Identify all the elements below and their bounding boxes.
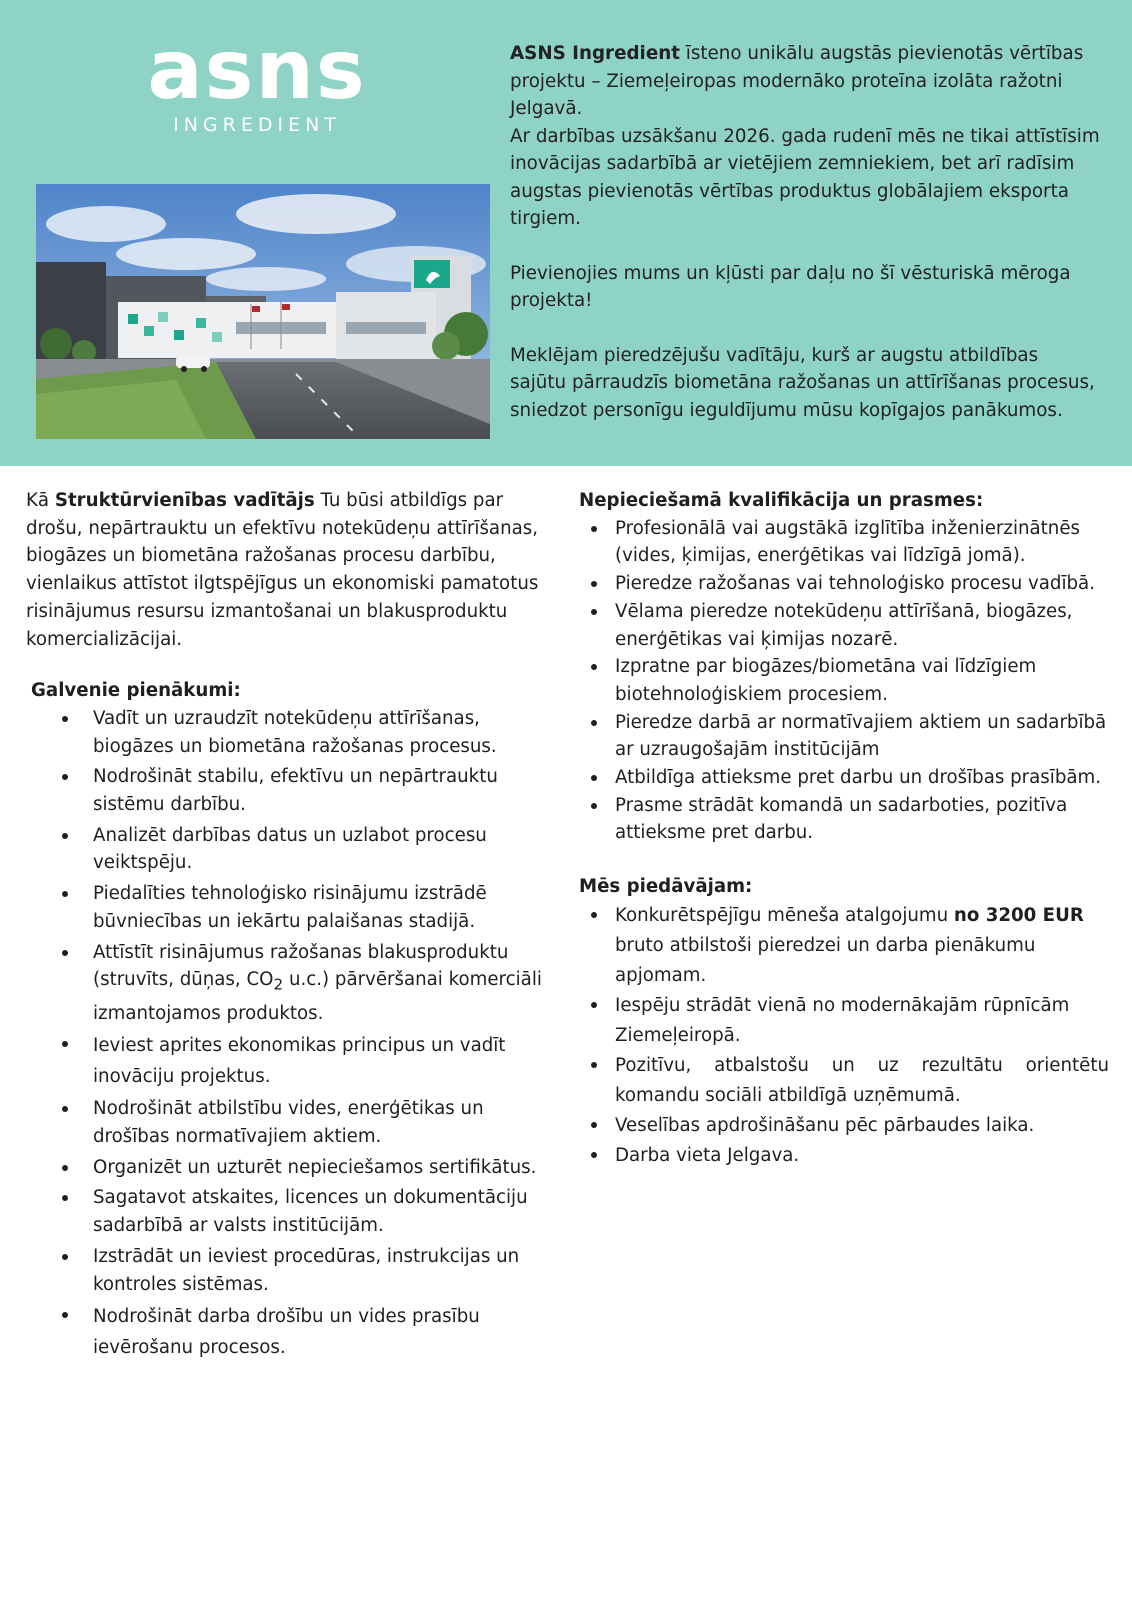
factory-rendering bbox=[36, 184, 490, 439]
duty-item-co2: Attīstīt risinājumus ražošanas blakusproduktu (struvīts, dūņas, $CO_2$ u.c.) pārvēršanai komerciāli izmantojamos produktos. bbox=[26, 939, 561, 1028]
offer-list bbox=[579, 901, 1109, 1171]
role-prefix: Kā bbox=[26, 490, 55, 511]
qualification-item: Profesionālā vai augstākā izglītība inženierzinātnēs (vides, ķimijas, enerģētikas vai līdzīgā jomā). bbox=[579, 515, 1109, 570]
offer-item: Pozitīvu, atbalstošu un uz rezultātu orientētu komandu sociāli atbildīgā uzņēmumā. bbox=[579, 1051, 1109, 1111]
duty-item: Izstrādāt un ieviest procedūras, instrukcijas un kontroles sistēmas. bbox=[26, 1243, 561, 1298]
duties-list bbox=[26, 705, 561, 1363]
intro-paragraph-1-rest: īsteno unikālu augstās pievienotās vērtības projektu – Ziemeļeiropas modernāko proteīna izolāta ražotni Jelgavā. bbox=[510, 43, 1084, 119]
offer-item: Darba vieta Jelgava. bbox=[579, 1141, 1109, 1171]
offer-item: Iespēju strādāt vienā no modernākajām rūpnīcām Ziemeļeiropā. bbox=[579, 991, 1109, 1051]
qualification-item: Prasme strādāt komandā un sadarboties, pozitīva attieksme pret darbu. bbox=[579, 792, 1109, 847]
qualification-item: Pieredze darbā ar normatīvajiem aktiem un sadarbībā ar uzraugošajām institūcijām bbox=[579, 709, 1109, 764]
intro-paragraph-3: Pievienojies mums un kļūsti par daļu no šī vēsturiskā mēroga projekta! bbox=[510, 262, 1071, 311]
logo-wordmark: asns bbox=[147, 23, 367, 118]
intro-text bbox=[510, 40, 1100, 424]
duty-item: Nodrošināt stabilu, efektīvu un nepārtrauktu sistēmu darbību. bbox=[26, 763, 561, 818]
duty-item: Organizēt un uzturēt nepieciešamos sertifikātus. bbox=[26, 1154, 561, 1182]
qualification-item: Atbildīga attieksme pret darbu un drošības prasībām. bbox=[579, 764, 1109, 792]
offer-item: Veselības apdrošināšanu pēc pārbaudes laika. bbox=[579, 1111, 1109, 1141]
intro-paragraph-1 bbox=[510, 40, 1100, 123]
qualifications-heading: Nepieciešamā kvalifikācija un prasmes: bbox=[579, 490, 984, 511]
duty-item: Nodrošināt darba drošību un vides prasību ievērošanu procesos. bbox=[26, 1301, 561, 1363]
role-rest: Tu būsi atbildīgs par drošu, nepārtrauktu un efektīvu notekūdeņu attīrīšanas, biogāzes un biometāna ražošanas procesu darbību, vienlaikus attīstot ilgtspējīgus un ekonomiski pamatotus risinājumus resursu izmantošanai un blakusproduktu komercializācijai. bbox=[26, 490, 539, 650]
duty-item: Sagatavot atskaites, licences un dokumentāciju sadarbībā ar valsts institūcijām. bbox=[26, 1184, 561, 1239]
company-logo bbox=[137, 23, 377, 140]
salary-amount: no 3200 EUR bbox=[953, 904, 1084, 926]
duty-item: Ieviest aprites ekonomikas principus un vadīt inovāciju projektus. bbox=[26, 1030, 561, 1092]
duty-item: Analizēt darbības datus un uzlabot procesu veiktspēju. bbox=[26, 822, 561, 877]
offer-heading: Mēs piedāvājam: bbox=[579, 876, 753, 898]
qualification-item: Vēlama pieredze notekūdeņu attīrīšanā, biogāzes, enerģētikas vai ķimijas nozarē. bbox=[579, 598, 1109, 653]
left-column bbox=[26, 487, 561, 1363]
duties-heading: Galvenie pienākumi: bbox=[31, 680, 241, 702]
duty-item: Nodrošināt atbilstību vides, enerģētikas un drošības normatīvajiem aktiem. bbox=[26, 1095, 561, 1150]
duty-item: Piedalīties tehnoloģisko risinājumu izstrādē būvniecības un iekārtu palaišanas stadijā. bbox=[26, 880, 561, 935]
role-title: Struktūrvienības vadītājs bbox=[54, 490, 315, 511]
intro-paragraph-2: Ar darbības uzsākšanu 2026. gada rudenī mēs ne tikai attīstīsim inovācijas sadarbībā ar vietējiem zemniekiem, bet arī radīsim augstas pievienotās vērtības produktus globālajiem eksporta tirgiem. bbox=[510, 125, 1100, 229]
qualification-item: Pieredze ražošanas vai tehnoloģisko procesu vadībā. bbox=[579, 570, 1109, 598]
qualifications-list bbox=[579, 515, 1109, 847]
header-banner bbox=[0, 0, 1132, 466]
duty-item: Vadīt un uzraudzīt notekūdeņu attīrīšanas, biogāzes un biometāna ražošanas procesus. bbox=[26, 705, 561, 760]
offer-item-salary: Konkurētspējīgu mēneša atalgojumu no 3200 EUR bruto atbilstoši pieredzei un darba pienākumu apjomam. bbox=[579, 901, 1109, 991]
role-description bbox=[26, 487, 561, 653]
intro-paragraph-4: Meklējam pieredzējušu vadītāju, kurš ar augstu atbildības sajūtu pārraudzīs biometāna ražošanas un attīrīšanas procesus, sniedzot personīgu ieguldījumu mūsu kopīgajos panākumos. bbox=[510, 344, 1095, 421]
logo-subtitle: INGREDIENT bbox=[173, 114, 341, 136]
company-name: ASNS Ingredient bbox=[510, 43, 680, 64]
right-column bbox=[579, 487, 1109, 1171]
qualification-item: Izpratne par biogāzes/biometāna vai līdzīgiem biotehnoloģiskiem procesiem. bbox=[579, 653, 1109, 708]
